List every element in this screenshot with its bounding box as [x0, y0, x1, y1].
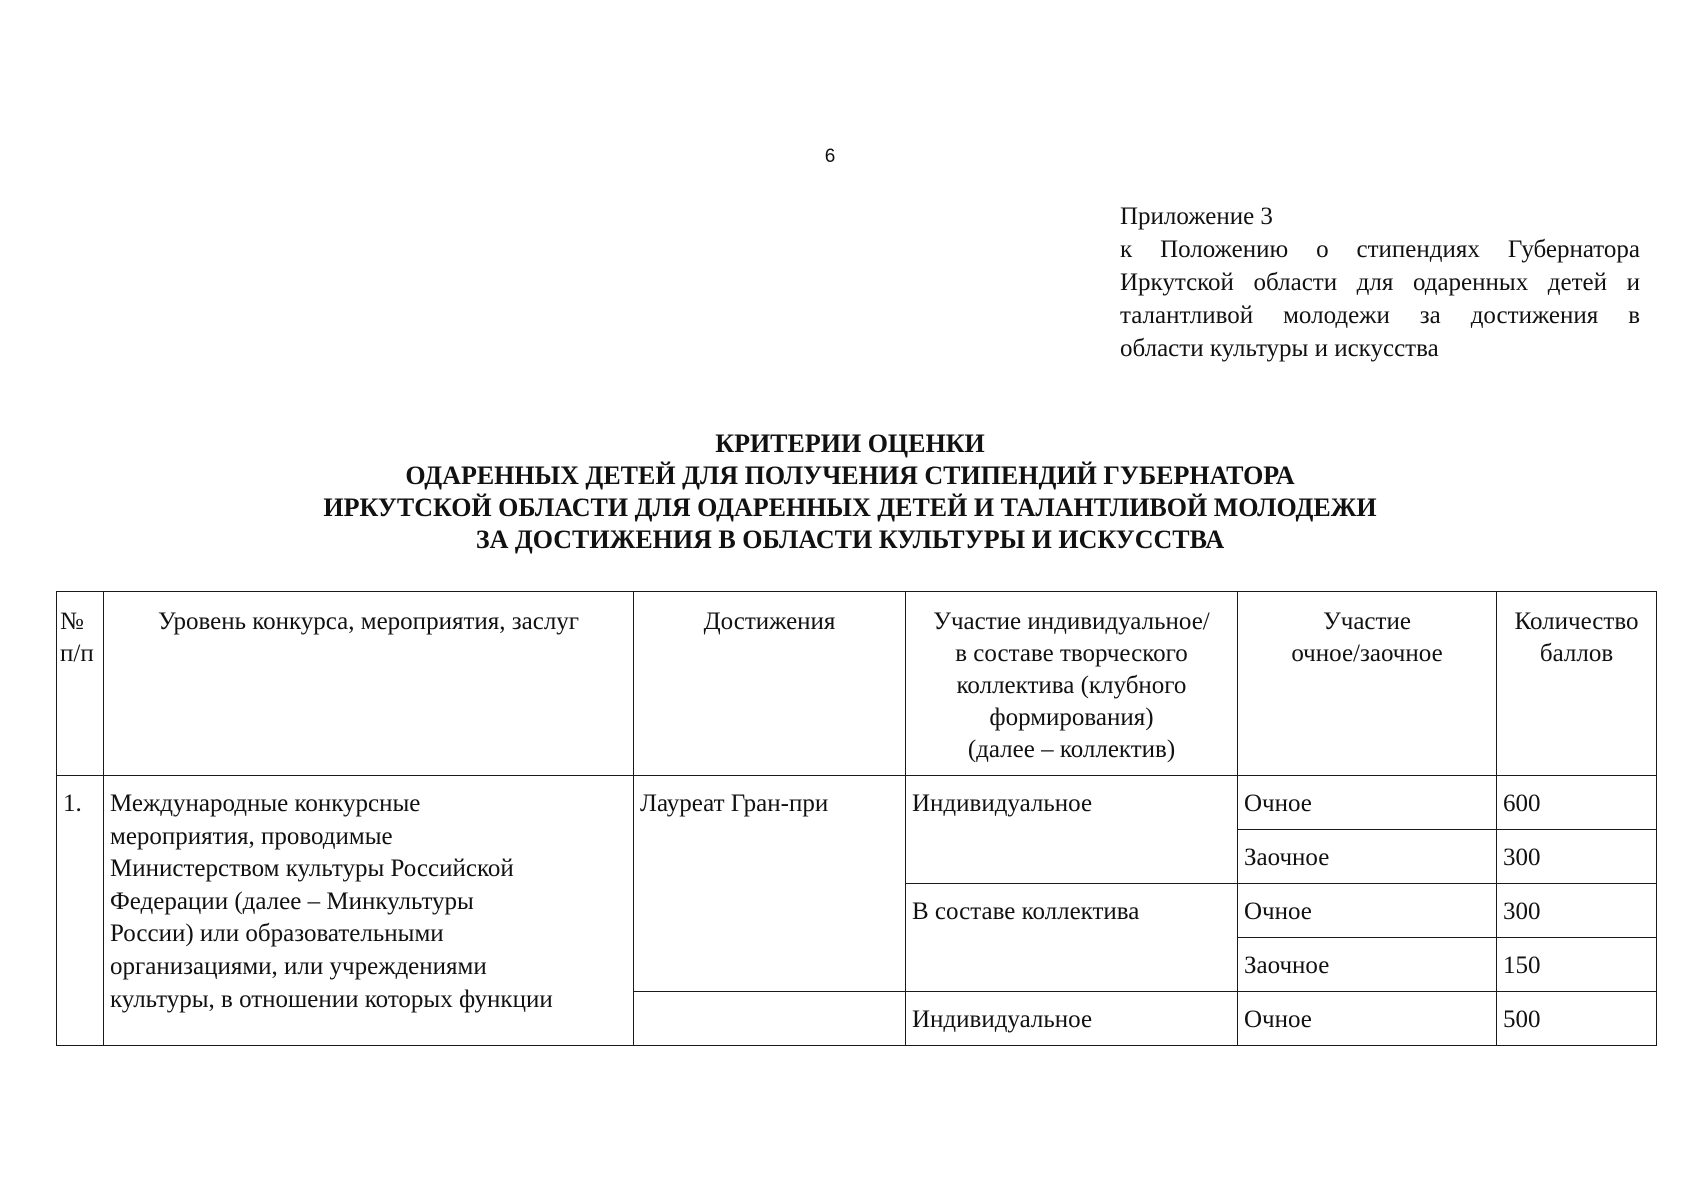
row-level: Международные конкурсные мероприятия, проводимые Министерством культуры Российской Федерации (далее – Минкультуры России) или образовательными организациями, или учреждениями культуры, в отношении которых функции [104, 776, 634, 1046]
appendix-line: к Положению о стипендиях Губернатора [1120, 236, 1640, 263]
row-participation: В составе коллектива [906, 884, 1238, 992]
row-form: Заочное [1238, 830, 1497, 884]
row-number: 1. [57, 776, 104, 1046]
header-form: Участие очное/заочное [1238, 592, 1497, 776]
title-line: ИРКУТСКОЙ ОБЛАСТИ ДЛЯ ОДАРЕННЫХ ДЕТЕЙ И ТАЛАНТЛИВОЙ МОЛОДЕЖИ [323, 493, 1377, 522]
header-points: Количество баллов [1497, 592, 1657, 776]
title-line: ЗА ДОСТИЖЕНИЯ В ОБЛАСТИ КУЛЬТУРЫ И ИСКУССТВА [475, 525, 1225, 554]
row-participation: Индивидуальное [906, 992, 1238, 1046]
appendix-note [1120, 200, 1640, 365]
title-line: ОДАРЕННЫХ ДЕТЕЙ ДЛЯ ПОЛУЧЕНИЯ СТИПЕНДИЙ ГУБЕРНАТОРА [405, 461, 1295, 490]
header-achievement: Достижения [634, 592, 906, 776]
header-level: Уровень конкурса, мероприятия, заслуг [104, 592, 634, 776]
row-points: 500 [1497, 992, 1657, 1046]
row-form: Очное [1238, 776, 1497, 830]
row-participation: Индивидуальное [906, 776, 1238, 884]
row-achievement: Лауреат Гран-при [634, 776, 906, 992]
appendix-line: области культуры и искусства [1120, 335, 1439, 362]
appendix-line: Иркутской области для одаренных детей и [1120, 269, 1640, 296]
title-line: КРИТЕРИИ ОЦЕНКИ [715, 429, 985, 458]
table-header-row [57, 592, 1657, 776]
page-number: 6 [824, 146, 836, 167]
row-points: 300 [1497, 884, 1657, 938]
criteria-table [56, 591, 1657, 1046]
appendix-line: Приложение 3 [1120, 203, 1273, 230]
header-participation: Участие индивидуальное/ в составе творческого коллектива (клубного формирования) (далее – коллектив) [906, 592, 1238, 776]
row-form: Заочное [1238, 938, 1497, 992]
header-number: № п/п [57, 592, 104, 776]
row-achievement [634, 992, 906, 1046]
document-title [100, 428, 1600, 556]
table-row [57, 776, 1657, 830]
appendix-line: талантливой молодежи за достижения в [1120, 302, 1640, 329]
row-form: Очное [1238, 992, 1497, 1046]
row-points: 150 [1497, 938, 1657, 992]
row-form: Очное [1238, 884, 1497, 938]
row-points: 300 [1497, 830, 1657, 884]
row-points: 600 [1497, 776, 1657, 830]
